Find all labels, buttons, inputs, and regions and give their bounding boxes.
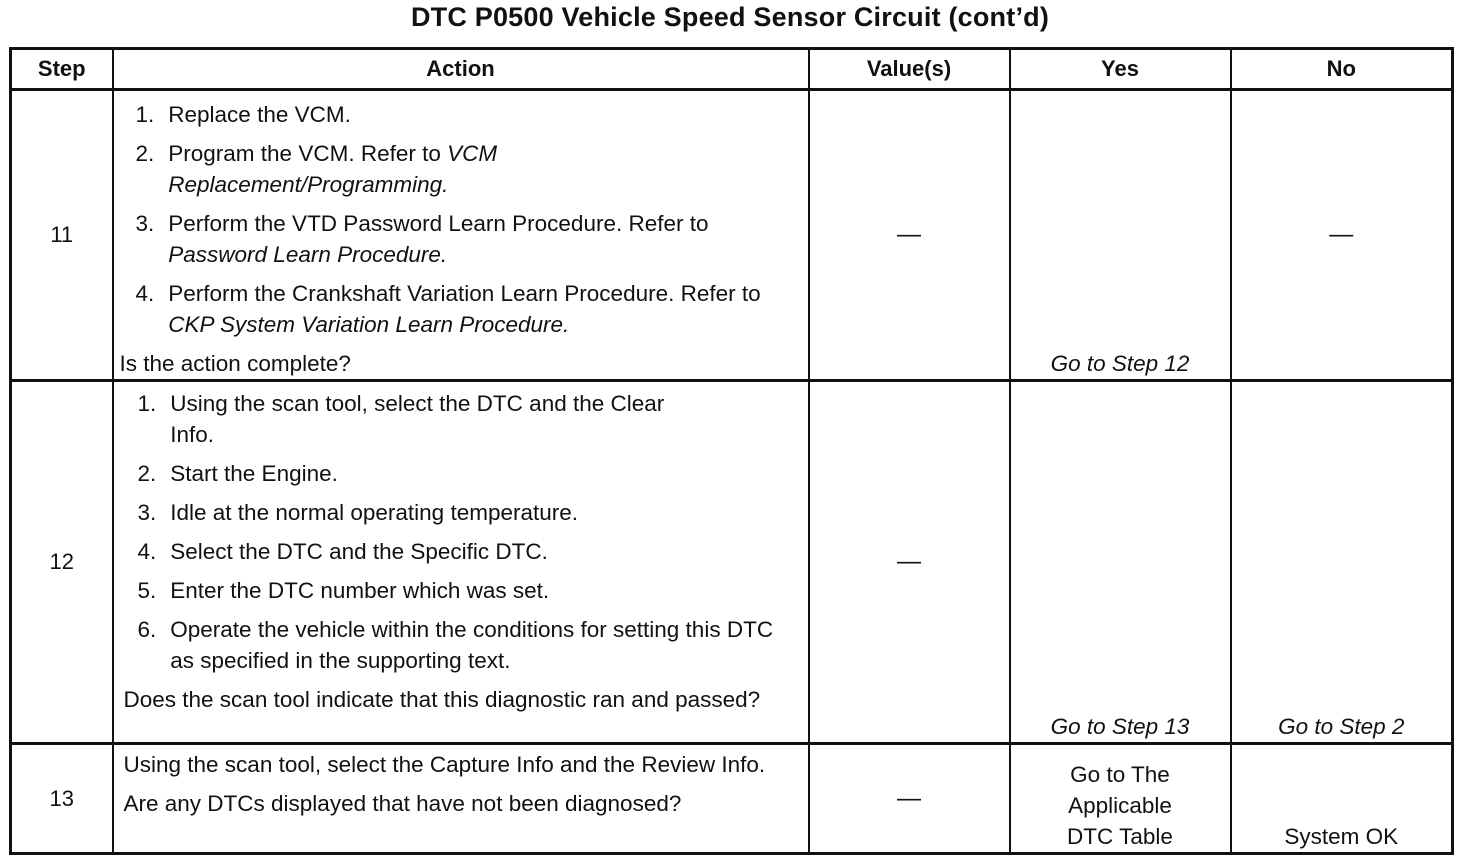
substep-number: 6. [137,617,157,642]
yes-line: DTC Table [1067,824,1173,849]
substep-reference: CKP System Variation Learn Procedure. [168,312,570,337]
yes-link[interactable]: Go to Step 13 [1050,714,1190,739]
yes-line: Go to The [1070,762,1170,787]
step-number: 11 [11,90,113,381]
value-cell: — [809,90,1010,381]
substep-text: Select the DTC and the Specific DTC. [170,539,548,564]
substep-text: Enter the DTC number which was set. [170,578,550,603]
action-cell [113,381,809,744]
header-step: Step [11,49,113,90]
table-row-step-12 [11,381,1453,744]
substep-number: 3. [137,500,157,525]
table-header-row [11,49,1453,90]
header-yes: Yes [1010,49,1231,90]
substep-list [138,388,798,676]
substep-text: Program the VCM. Refer to [168,141,448,166]
substep-text: Perform the Crankshaft Variation Learn Procedure. Refer to [168,281,761,306]
action-question: Does the scan tool indicate that this diagnostic ran and passed? [123,687,761,712]
list-item [136,278,776,340]
substep-reference: VCM Replacement/Programming. [168,141,498,197]
list-item [138,536,798,567]
substep-number: 4. [137,539,157,564]
substep-number: 5. [137,578,157,603]
yes-cell [1010,90,1231,381]
page-title: DTC P0500 Vehicle Speed Sensor Circuit (cont’d) [410,2,1050,32]
substep-text: Operate the vehicle within the conditions for setting this DTC as specified in the supporting text. [170,617,774,673]
table-row-step-11 [11,90,1453,381]
action-cell [113,744,809,854]
list-item [136,138,576,200]
yes-cell [1010,744,1231,854]
substep-number: 2. [137,461,157,486]
action-instruction: Using the scan tool, select the Capture Info and the Review Info. [123,752,766,777]
action-question: Is the action complete? [119,351,351,376]
no-cell [1231,744,1453,854]
step-number: 12 [11,381,113,744]
substep-text: Replace the VCM. [168,102,351,127]
list-item [138,388,798,450]
list-item [138,497,798,528]
substep-list [136,208,776,340]
header-no: No [1231,49,1453,90]
no-result: System OK [1284,824,1399,849]
list-item [138,458,798,489]
substep-text: Using the scan tool, select the DTC and the Clear Info. [170,391,665,447]
substep-number: 3. [135,211,155,236]
yes-link[interactable]: Go to Step 12 [1050,351,1190,376]
substep-text: Perform the VTD Password Learn Procedure. Refer to [168,211,709,236]
no-cell [1231,381,1453,744]
substep-number: 1. [135,102,155,127]
list-item [138,614,798,676]
action-question: Are any DTCs displayed that have not been diagnosed? [123,791,682,816]
substep-number: 2. [135,141,155,166]
substep-number: 4. [135,281,155,306]
value-cell: — [809,744,1010,854]
yes-line: Applicable [1068,793,1172,818]
list-item [136,99,576,130]
value-cell: — [809,381,1010,744]
step-number: 13 [11,744,113,854]
substep-number: 1. [137,391,157,416]
no-link[interactable]: Go to Step 2 [1278,714,1405,739]
list-item [136,208,776,270]
yes-cell [1010,381,1231,744]
action-cell [113,90,809,381]
substep-text: Start the Engine. [170,461,338,486]
substep-list [136,99,576,200]
no-cell: — [1231,90,1453,381]
diagnostic-table [9,47,1454,855]
header-values: Value(s) [809,49,1010,90]
substep-reference: Password Learn Procedure. [168,242,448,267]
table-row-step-13 [11,744,1453,854]
header-action: Action [113,49,809,90]
list-item [138,575,798,606]
substep-text: Idle at the normal operating temperature. [170,500,579,525]
